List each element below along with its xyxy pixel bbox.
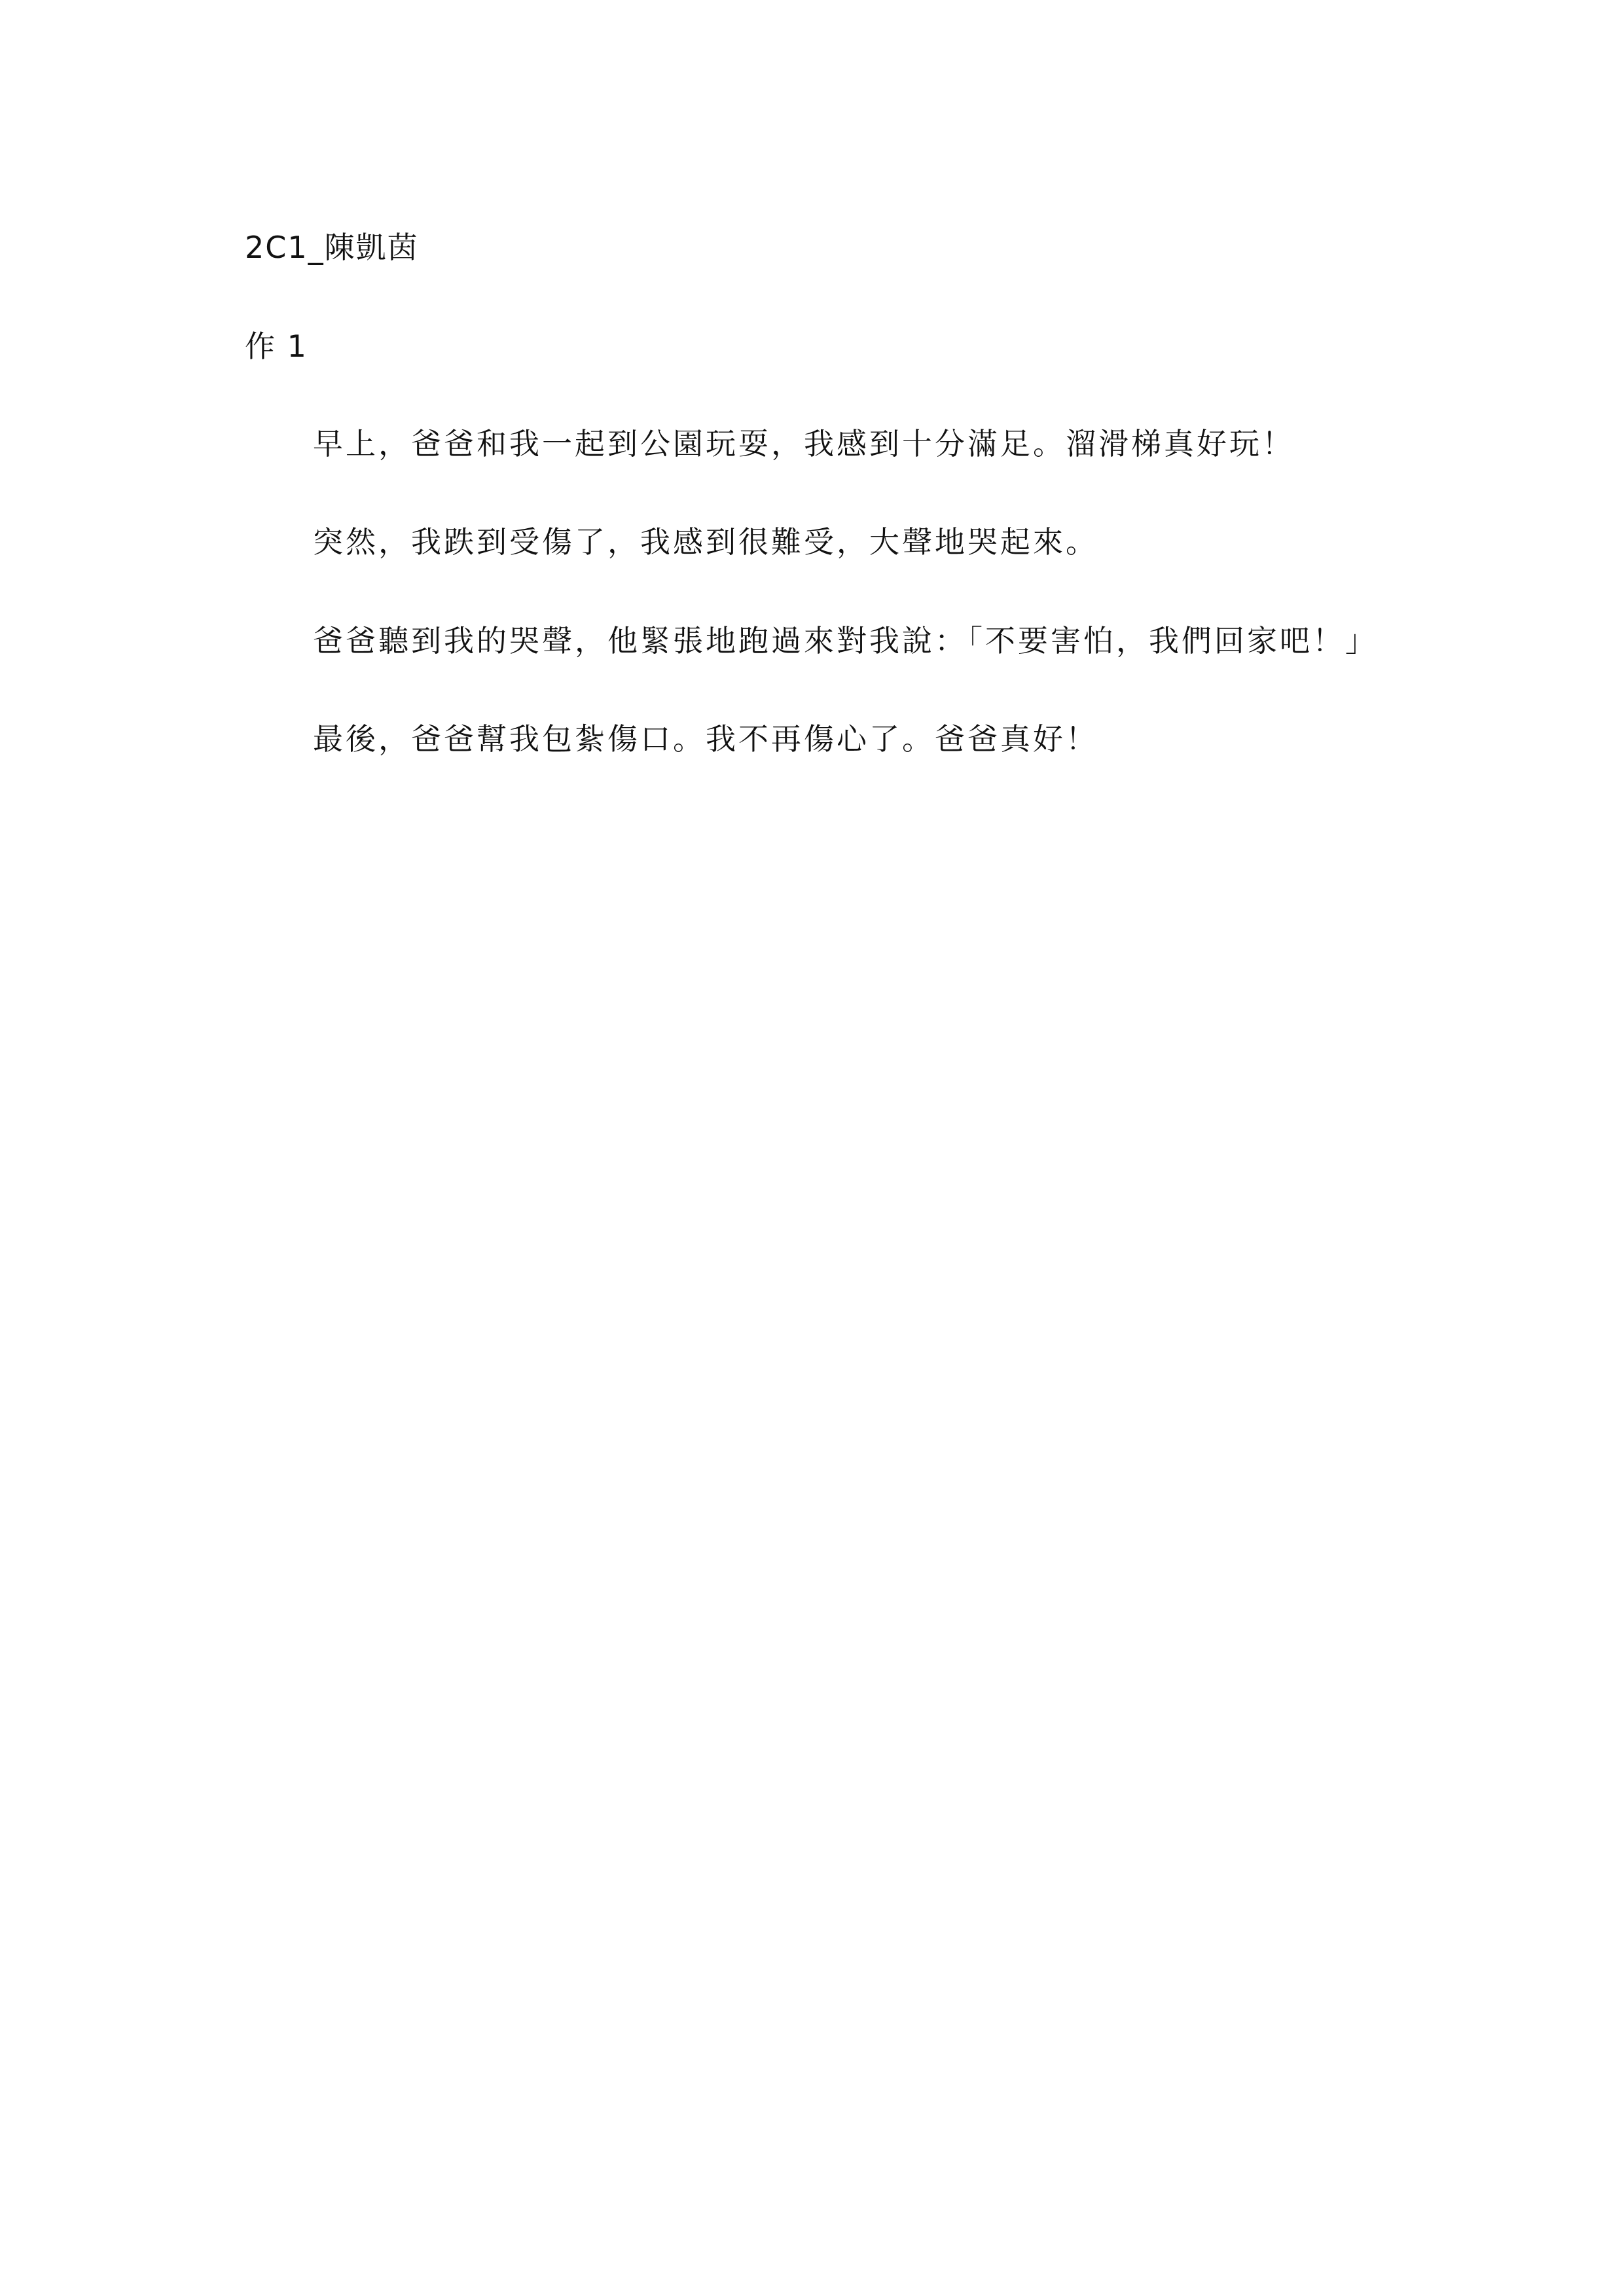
student-id-heading: 2C1_陳凱茵 (245, 230, 419, 265)
paragraph-2: 突然，我跌到受傷了，我感到很難受，大聲地哭起來。 (313, 524, 1098, 560)
paragraph-4: 最後，爸爸幫我包紮傷口。我不再傷心了。爸爸真好！ (313, 721, 1098, 757)
essay-title: 作 1 (245, 329, 308, 364)
paragraph-3: 爸爸聽到我的哭聲，他緊張地跑過來對我說：「不要害怕，我們回家吧！」 (313, 623, 1378, 658)
paragraph-1: 早上，爸爸和我一起到公園玩耍，我感到十分滿足。溜滑梯真好玩！ (313, 426, 1295, 461)
